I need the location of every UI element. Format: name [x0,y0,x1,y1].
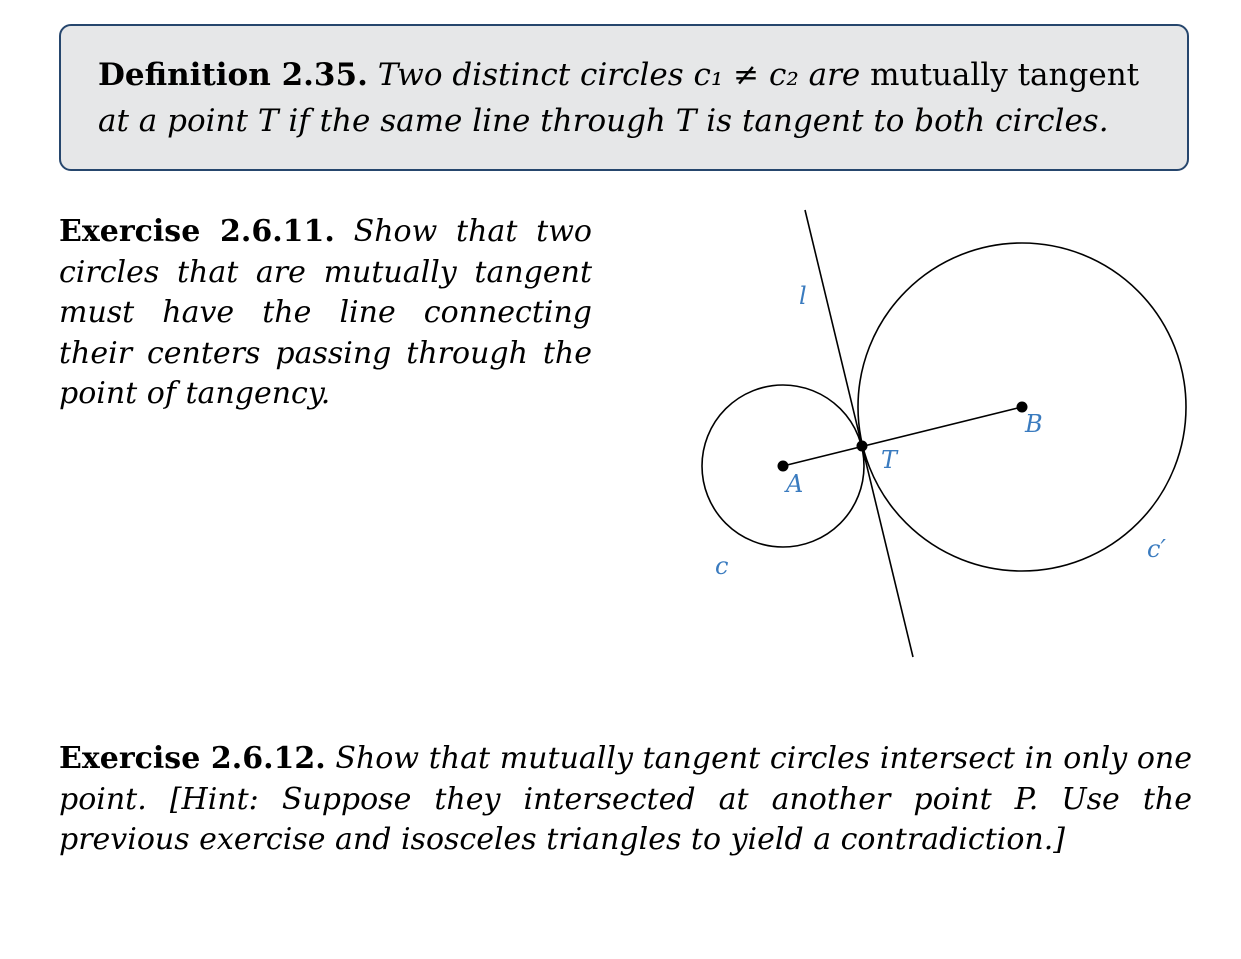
label-c-prime: c′ [1147,535,1166,563]
exercise-2-heading: Exercise 2.6.12. [59,741,326,776]
definition-term: mutually tangent [870,57,1140,93]
definition-line2: at a point T if the same line through T is tangent to both circles. [98,103,1109,139]
point-T [857,441,868,452]
label-T: T [881,446,898,474]
label-B: B [1025,410,1043,438]
definition-heading: Definition 2.35. [98,57,368,93]
definition-are: are [798,57,871,93]
definition-circles-symbol: c₁ ≠ c₂ [693,57,799,93]
center-line-AB [783,407,1022,466]
label-A: A [786,470,804,498]
exercise-1-heading: Exercise 2.6.11. [59,214,335,249]
definition-text-start: Two distinct circles [377,57,694,93]
label-l: l [799,282,807,310]
exercise-2-body: Show that mutually tangent circles intersect in only one point. [Hint: Suppose they intersected at another point P. Use the previous exercise and isosceles triangles to yield a contradiction.] [59,741,1192,857]
exercise-1-body: Show that two circles that are mutually tangent must have the line connecting their centers passing through the point of tangency. [59,214,592,411]
tangent-line-l [805,210,913,657]
exercise-2-6-12 [59,739,1192,861]
label-c: c [715,552,729,580]
